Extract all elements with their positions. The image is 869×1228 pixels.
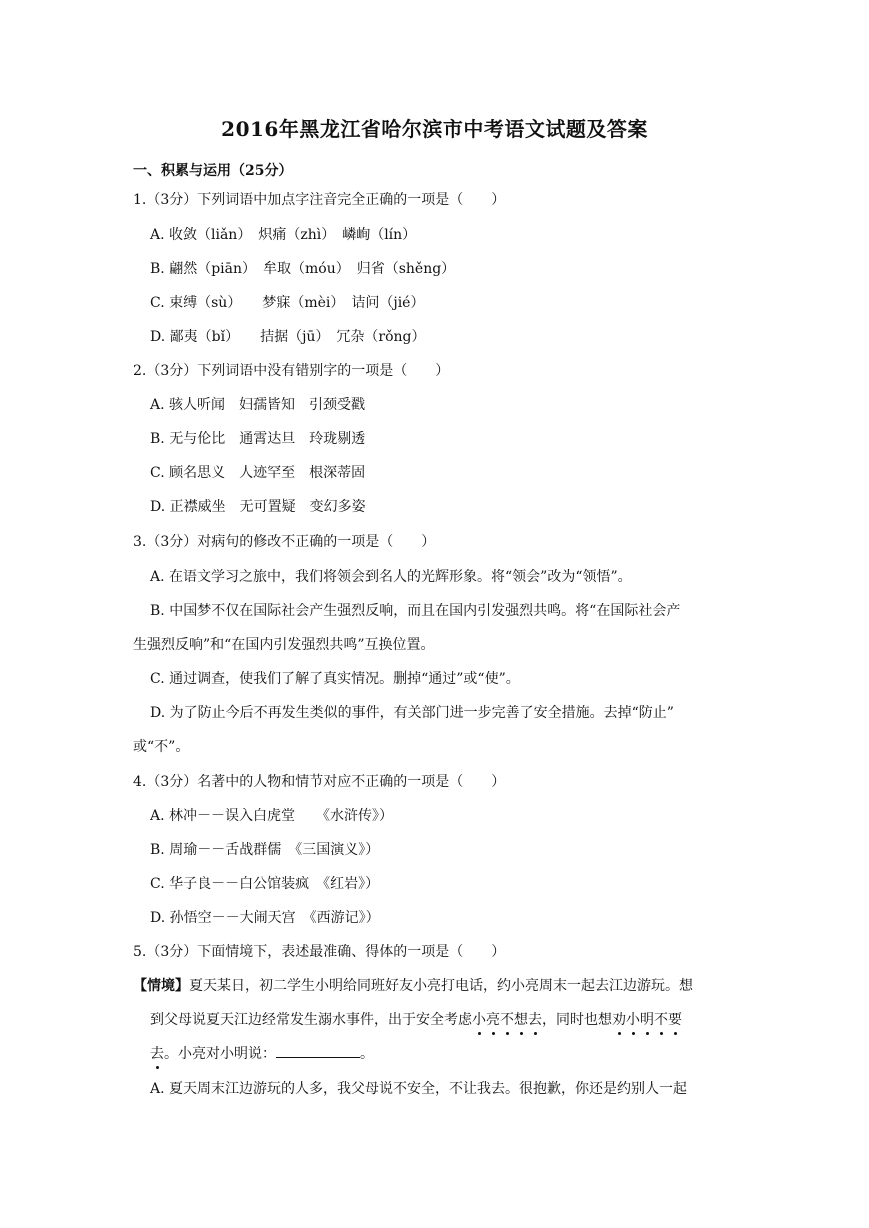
situation-text-5: 。 <box>360 1046 374 1062</box>
situation-text-4: 。小亮对小明说： <box>164 1046 276 1062</box>
emphasis-char: 亮 <box>486 1012 500 1028</box>
question-5-option-a: A. 夏天周末江边游玩的人多，我父母说不安全，不让我去。很抱歉，你还是约别人一起 <box>150 1081 688 1097</box>
question-2-option-d: D. 正襟威坐 无可置疑 变幻多姿 <box>150 499 366 515</box>
document-title: 2016年黑龙江省哈尔滨市中考语文试题及答案 <box>221 117 648 141</box>
question-1-option-b: B. 翩然（piān） 牟取（móu） 归省（shěng） <box>150 261 456 277</box>
question-1-option-d: D. 鄙夷（bǐ） 拮据（jū） 冗杂（rǒng） <box>150 329 426 345</box>
emphasis-dotted-2 <box>612 1012 682 1028</box>
question-1-stem: 1.（3分）下列词语中加点字注音完全正确的一项是（ ） <box>133 192 506 208</box>
emphasis-char: 不 <box>654 1012 668 1028</box>
question-3-option-d-line1: D. 为了防止今后不再发生类似的事件，有关部门进一步完善了安全措施。去掉“防止” <box>150 705 674 721</box>
question-2-option-b: B. 无与伦比 通霄达旦 玲珑剔透 <box>150 431 366 447</box>
situation-text-3: ，同时也想 <box>542 1012 612 1028</box>
emphasis-char: 想 <box>514 1012 528 1028</box>
answer-blank <box>276 1045 360 1058</box>
question-3-stem: 3.（3分）对病句的修改不正确的一项是（ ） <box>133 534 436 550</box>
question-2-stem: 2.（3分）下列词语中没有错别字的一项是（ ） <box>133 363 450 379</box>
situation-tag: 【情境】 <box>133 978 189 994</box>
question-4-option-a: A. 林冲－－误入白虎堂 《水浒传》） <box>150 808 394 824</box>
question-3-option-d-line2: 或“不”。 <box>133 739 190 755</box>
question-5-situation-line3 <box>150 1044 374 1064</box>
section-heading: 一、积累与运用（25分） <box>133 163 293 179</box>
emphasis-char: 去 <box>528 1012 542 1028</box>
question-5-situation-line1 <box>133 976 693 996</box>
question-4-option-b: B. 周瑜－－舌战群儒 《三国演义》） <box>150 842 380 858</box>
question-5-situation-line2 <box>150 1010 682 1030</box>
emphasis-char: 明 <box>640 1012 654 1028</box>
situation-text-1: 夏天某日，初二学生小明给同班好友小亮打电话，约小亮周末一起去江边游玩。想 <box>189 978 693 994</box>
question-1-option-c: C. 束缚（sù） 梦寐（mèi） 诘问（jié） <box>150 295 425 311</box>
question-1-option-a: A. 收敛（liǎn） 炽痛（zhì） 嶙峋（lín） <box>150 227 417 243</box>
emphasis-char: 小 <box>626 1012 640 1028</box>
emphasis-dotted-1 <box>472 1012 542 1028</box>
question-4-option-c: C. 华子良－－白公馆装疯 《红岩》） <box>150 876 380 892</box>
question-3-option-b-line1: B. 中国梦不仅在国际社会产生强烈反响，而且在国内引发强烈共鸣。将“在国际社会产 <box>150 603 681 619</box>
emphasis-char: 劝 <box>612 1012 626 1028</box>
question-2-option-c: C. 顾名思义 人迹罕至 根深蒂固 <box>150 465 366 481</box>
situation-text-2: 到父母说夏天江边经常发生溺水事件，出于安全考虑 <box>150 1012 472 1028</box>
question-4-stem: 4.（3分）名著中的人物和情节对应不正确的一项是（ ） <box>133 774 506 790</box>
question-5-stem: 5.（3分）下面情境下，表述最准确、得体的一项是（ ） <box>133 944 506 960</box>
emphasis-char: 要 <box>668 1012 682 1028</box>
emphasis-char: 去 <box>150 1046 164 1062</box>
emphasis-dotted-3 <box>150 1046 164 1062</box>
emphasis-char: 不 <box>500 1012 514 1028</box>
question-3-option-c: C. 通过调查，使我们了解了真实情况。删掉“通过”或“使”。 <box>150 671 520 687</box>
question-3-option-a: A. 在语文学习之旅中，我们将领会到名人的光辉形象。将“领会”改为“领悟”。 <box>150 569 632 585</box>
question-4-option-d: D. 孙悟空－－大闹天宫 《西游记》） <box>150 910 380 926</box>
question-3-option-b-line2: 生强烈反响”和“在国内引发强烈共鸣”互换位置。 <box>133 637 435 653</box>
emphasis-char: 小 <box>472 1012 486 1028</box>
question-2-option-a: A. 骇人听闻 妇孺皆知 引颈受戳 <box>150 397 366 413</box>
